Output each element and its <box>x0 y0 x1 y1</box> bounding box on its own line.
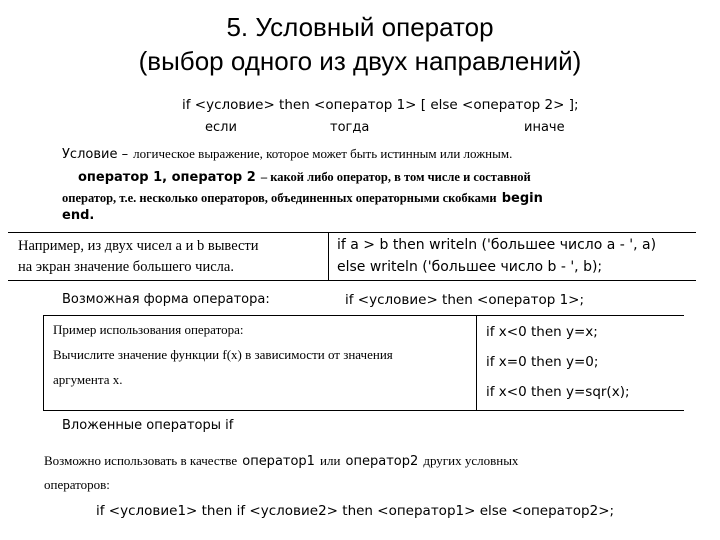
example2-code1: if x<0 then y=x; <box>486 324 598 340</box>
operators-term: оператор 1, оператор 2 <box>78 170 256 185</box>
nested-text-e: других условных <box>423 453 519 468</box>
example1-right-line2: else writeln ('большее число b - ', b); <box>337 259 603 275</box>
nested-code: if <условие1> then if <условие2> then <оператор1> else <оператор2>; <box>96 503 615 519</box>
example2-code3: if x<0 then y=sqr(x); <box>486 384 630 400</box>
example1-right-line1: if a > b then writeln ('большее число а - ', a) <box>337 237 657 253</box>
example2-bottom-border <box>43 410 684 411</box>
nested-text-d: оператор2 <box>345 454 419 469</box>
example2-code2: if x=0 then y=0; <box>486 354 599 370</box>
condition-term: Условие – <box>62 147 129 162</box>
example2-line1: Пример использования оператора: <box>53 322 244 337</box>
slide-title-line1: 5. Условный оператор <box>226 12 494 42</box>
operators-definition-line1 <box>78 166 531 185</box>
example1-divider <box>328 232 329 280</box>
example1-top-border <box>8 232 696 233</box>
example2-divider <box>476 315 477 410</box>
condition-definition <box>62 143 512 162</box>
nested-text-line2: операторов: <box>44 477 110 492</box>
example2-top-border <box>43 315 684 316</box>
syntax-line: if <условие> then <оператор 1> [ else <оператор 2> ]; <box>182 97 579 113</box>
example1-left-line2: на экран значение большего числа. <box>18 259 234 275</box>
nested-text-line1 <box>44 450 518 469</box>
short-form-code: if <условие> then <оператор 1>; <box>345 292 585 308</box>
syntax-else-ru: иначе <box>524 120 565 135</box>
example2-line3: аргумента х. <box>53 372 123 387</box>
begin-keyword: begin <box>501 191 543 206</box>
nested-text-b: оператор1 <box>242 454 315 469</box>
example1-left-line1: Например, из двух чисел a и b вывести <box>18 238 259 254</box>
operators-definition-line2 <box>62 187 543 206</box>
nested-text-a: Возможно использовать в качестве <box>44 453 238 468</box>
operators-text1: – какой либо оператор, в том числе и составной <box>260 170 531 184</box>
example2-left-border <box>43 315 44 410</box>
example1-bottom-border <box>8 280 696 281</box>
example2-line2: Вычислите значение функции f(x) в зависимости от значения <box>53 347 393 362</box>
slide-title-line2: (выбор одного из двух направлений) <box>138 46 582 76</box>
short-form-label: Возможная форма оператора: <box>62 292 270 307</box>
condition-text: логическое выражение, которое может быть истинным или ложным. <box>133 146 513 161</box>
nested-label: Вложенные операторы if <box>62 418 234 433</box>
syntax-then-ru: тогда <box>330 120 370 135</box>
operators-text2: оператор, т.е. несколько операторов, объединенных операторными скобками <box>62 191 497 205</box>
nested-text-c: или <box>320 453 341 468</box>
end-keyword: end. <box>62 208 95 223</box>
syntax-if-ru: если <box>205 120 237 135</box>
